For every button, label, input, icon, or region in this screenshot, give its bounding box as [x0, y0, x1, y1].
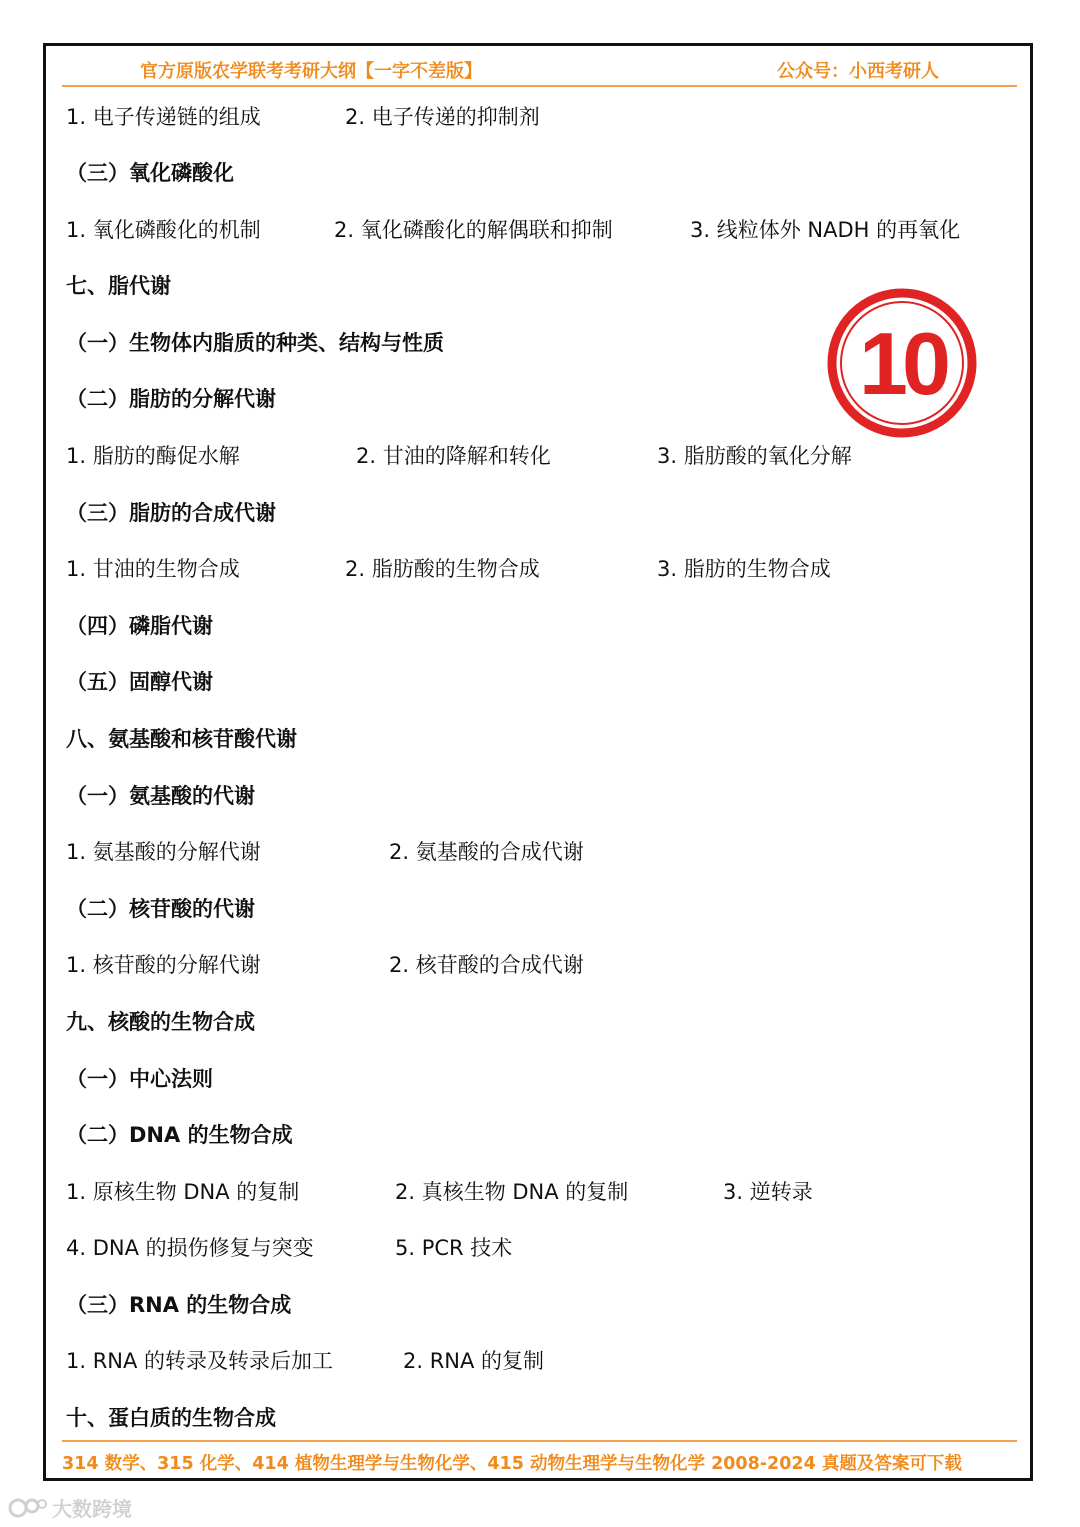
chapter-heading: 九、核酸的生物合成 — [66, 1010, 255, 1034]
section-heading: （三）脂肪的合成代谢 — [66, 501, 276, 525]
list-item: 2. RNA 的复制 — [403, 1349, 545, 1373]
list-item: 2. 氨基酸的合成代谢 — [389, 840, 584, 864]
list-item: 3. 逆转录 — [723, 1180, 813, 1204]
section-heading: （一）中心法则 — [66, 1067, 213, 1091]
section-heading: （一）氨基酸的代谢 — [66, 784, 255, 808]
list-item: 1. 原核生物 DNA 的复制 — [66, 1180, 300, 1204]
chapter-heading: 七、脂代谢 — [66, 274, 171, 298]
section-heading: （五）固醇代谢 — [66, 670, 213, 694]
list-item: 4. DNA 的损伤修复与突变 — [66, 1236, 314, 1260]
list-item: 1. 脂肪的酶促水解 — [66, 444, 240, 468]
list-item: 1. 氧化磷酸化的机制 — [66, 218, 261, 242]
section-heading: （三）氧化磷酸化 — [66, 161, 234, 185]
section-heading: （三）RNA 的生物合成 — [66, 1293, 292, 1317]
list-item: 1. 氨基酸的分解代谢 — [66, 840, 261, 864]
list-item: 2. 电子传递的抑制剂 — [345, 105, 540, 129]
list-item: 2. 甘油的降解和转化 — [356, 444, 551, 468]
list-item: 1. 电子传递链的组成 — [66, 105, 261, 129]
list-item: 1. 甘油的生物合成 — [66, 557, 240, 581]
list-item: 2. 核苷酸的合成代谢 — [389, 953, 584, 977]
list-item: 2. 脂肪酸的生物合成 — [345, 557, 540, 581]
page-number-stamp — [825, 286, 979, 440]
section-heading: （一）生物体内脂质的种类、结构与性质 — [66, 331, 444, 355]
list-item: 2. 氧化磷酸化的解偶联和抑制 — [334, 218, 613, 242]
list-item: 3. 脂肪酸的氧化分解 — [657, 444, 852, 468]
section-heading: （四）磷脂代谢 — [66, 614, 213, 638]
watermark — [8, 1493, 132, 1522]
stamp-number: 10 — [859, 314, 945, 413]
list-item: 1. 核苷酸的分解代谢 — [66, 953, 261, 977]
chapter-heading: 十、蛋白质的生物合成 — [66, 1406, 276, 1430]
chapter-heading: 八、氨基酸和核苷酸代谢 — [66, 727, 297, 751]
page-footer: 314 数学、315 化学、414 植物生理学与生物化学、415 动物生理学与生物化学 2008-2024 真题及答案可下载 — [62, 1440, 1017, 1475]
section-heading: （二）DNA 的生物合成 — [66, 1123, 293, 1147]
list-item: 3. 线粒体外 NADH 的再氧化 — [690, 218, 961, 242]
page-border — [43, 43, 1033, 1481]
list-item: 2. 真核生物 DNA 的复制 — [395, 1180, 629, 1204]
watermark-text: 大数跨境 — [52, 1497, 132, 1521]
list-item: 5. PCR 技术 — [395, 1236, 513, 1260]
list-item: 1. RNA 的转录及转录后加工 — [66, 1349, 334, 1373]
watermark-logo-icon — [8, 1496, 48, 1520]
header-title: 官方原版农学联考考研大纲【一字不差版】 — [140, 61, 482, 82]
page-header — [62, 55, 1017, 87]
section-heading: （二）核苷酸的代谢 — [66, 897, 255, 921]
section-heading: （二）脂肪的分解代谢 — [66, 387, 276, 411]
list-item: 3. 脂肪的生物合成 — [657, 557, 831, 581]
header-wechat: 公众号：小西考研人 — [777, 61, 939, 82]
